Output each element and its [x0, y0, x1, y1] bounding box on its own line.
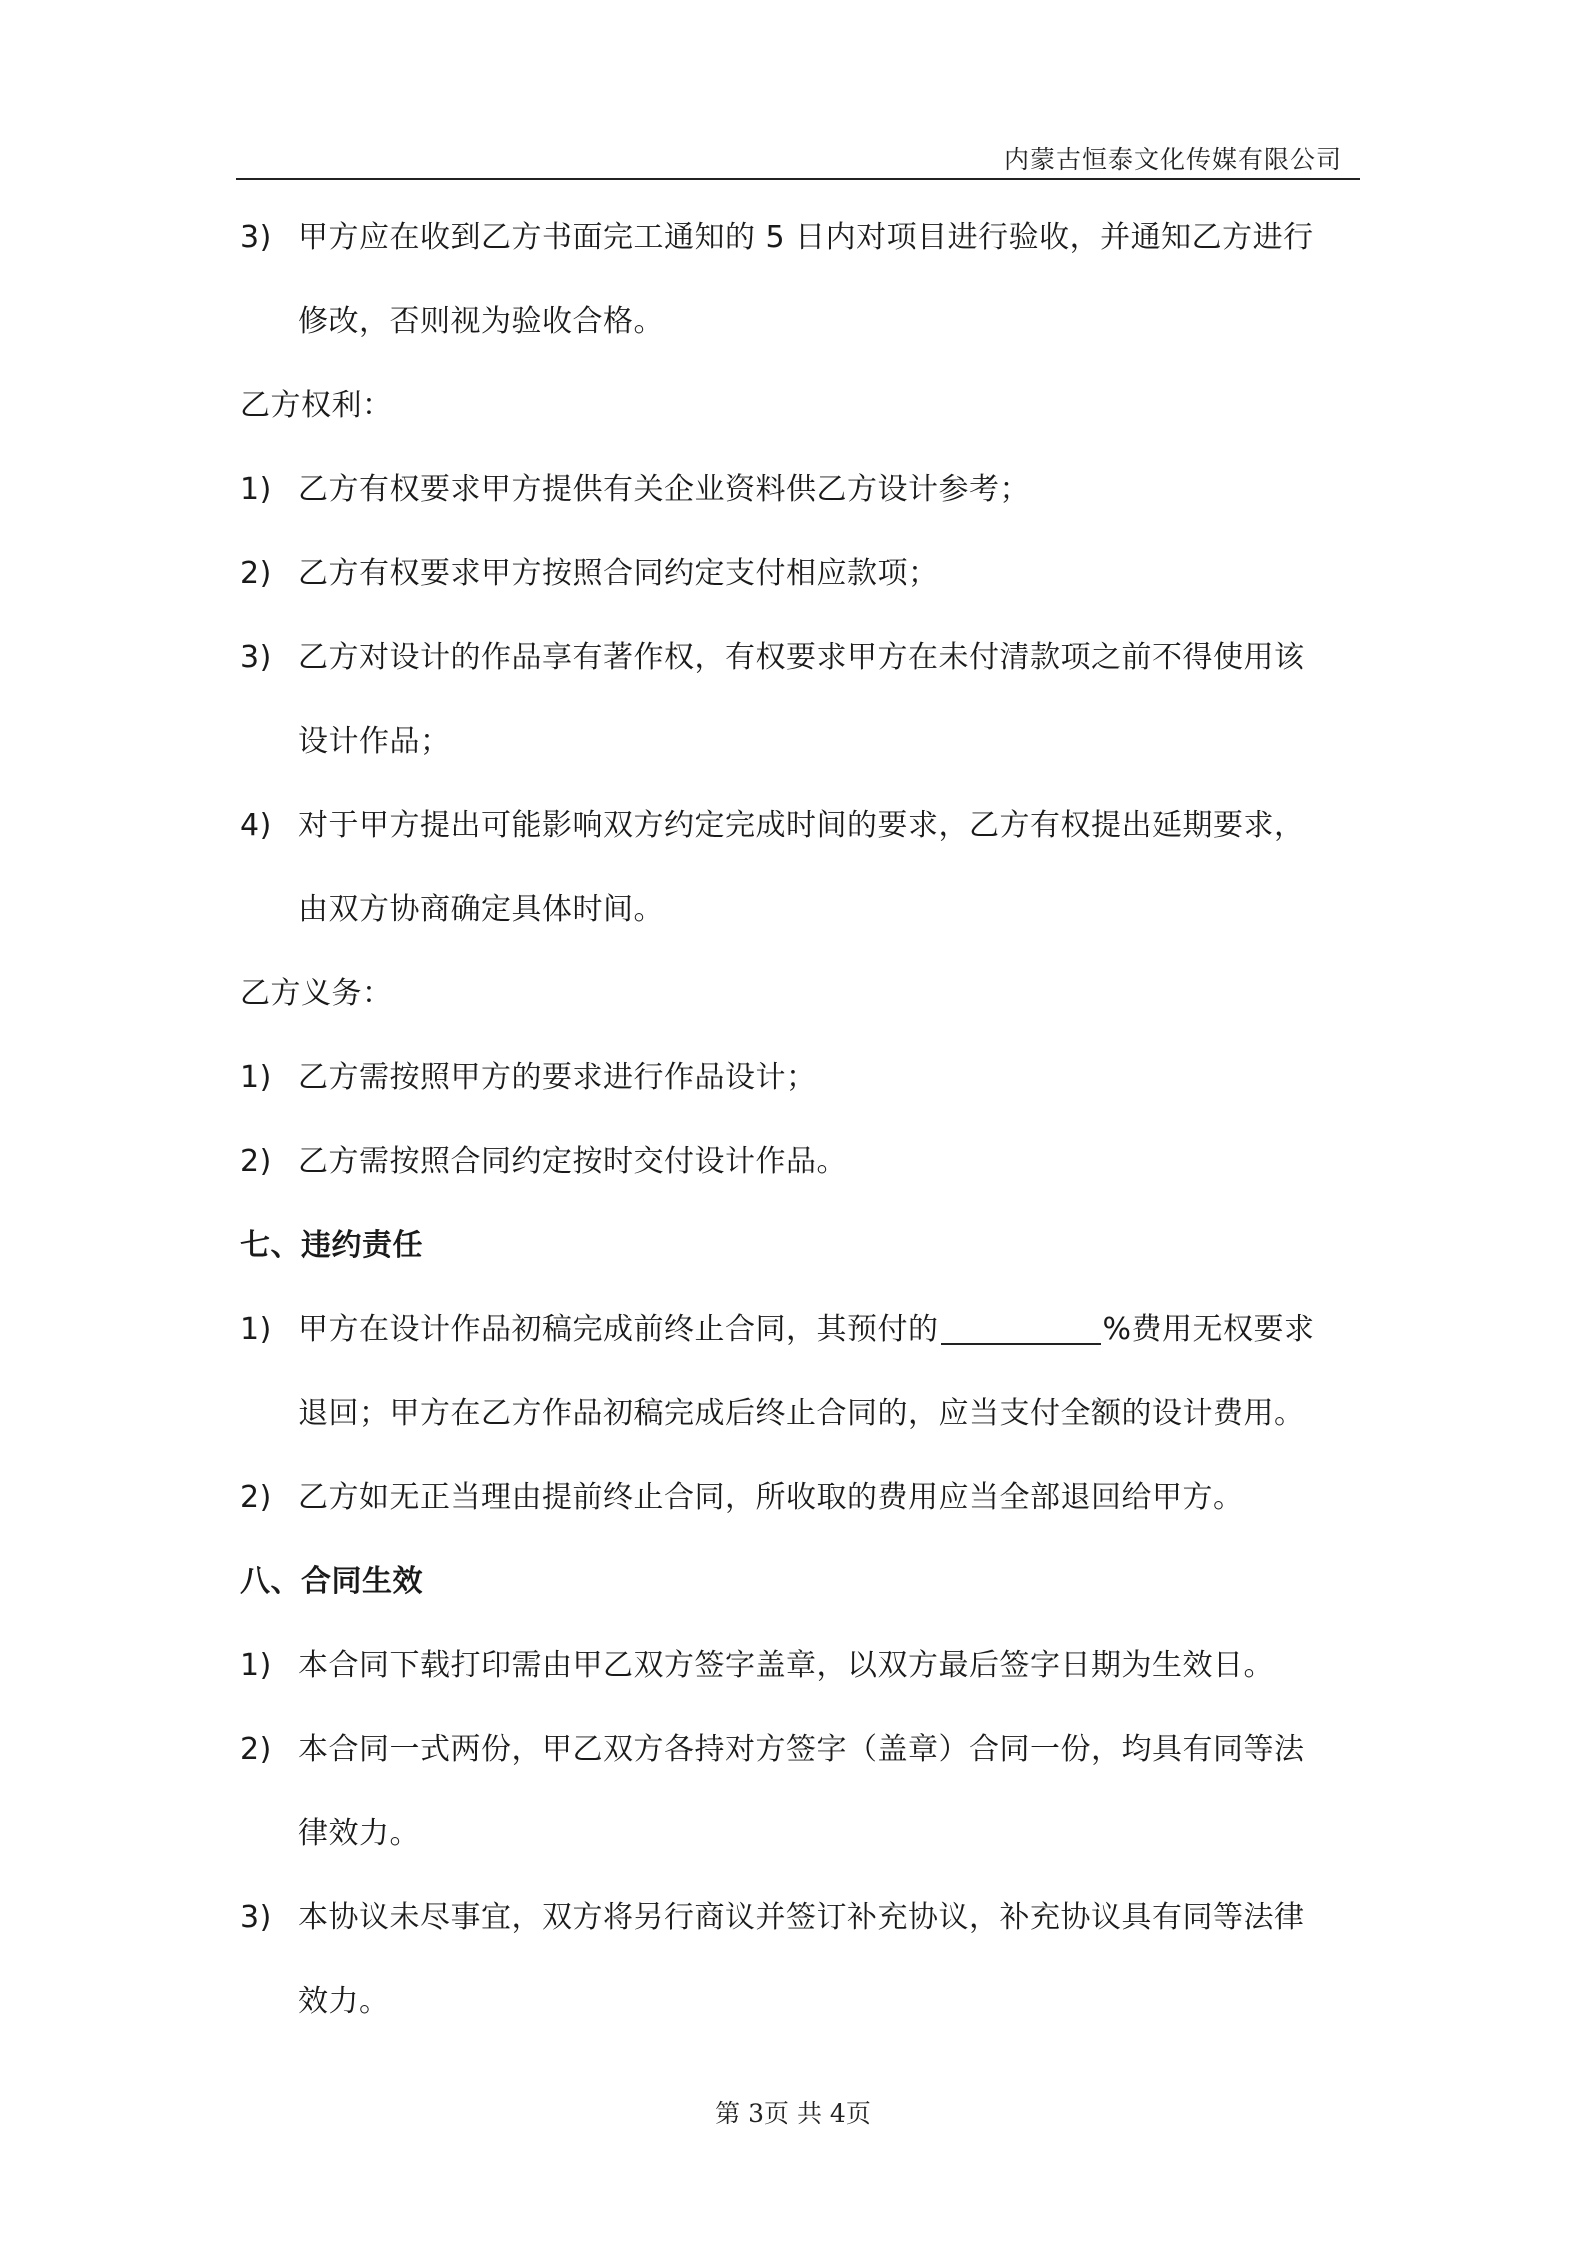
item-text: 效力。 [298, 1984, 390, 2019]
item-text: 本合同一式两份，甲乙双方各持对方签字（盖章）合同一份，均具有同等法 [298, 1732, 1305, 1767]
section-label [240, 364, 1360, 448]
section-heading [240, 1540, 1360, 1624]
item-number: 3) [240, 640, 272, 675]
item-text: 乙方需按照合同约定按时交付设计作品。 [298, 1144, 847, 1179]
item-text: 由双方协商确定具体时间。 [298, 892, 664, 927]
section-heading [240, 1204, 1360, 1288]
list-item-continuation [240, 1792, 1360, 1876]
list-item [240, 1708, 1360, 1792]
item-number: 3) [240, 1900, 272, 1935]
list-item [240, 448, 1360, 532]
page-header [236, 128, 1360, 180]
list-item-continuation [240, 700, 1360, 784]
list-item [240, 1288, 1360, 1372]
page-number-label: 第 3页 共 4页 [715, 2099, 871, 2128]
item-number: 3) [240, 220, 272, 255]
item-number: 2) [240, 1480, 272, 1515]
item-text: 设计作品； [298, 724, 451, 759]
list-item [240, 784, 1360, 868]
list-item [240, 1876, 1360, 1960]
item-text: 本协议未尽事宜，双方将另行商议并签订补充协议，补充协议具有同等法律 [298, 1900, 1305, 1935]
rights-title: 乙方权利： [240, 388, 393, 423]
item-text-part: %费用无权要求 [1102, 1312, 1315, 1347]
list-item-continuation [240, 868, 1360, 952]
fill-in-blank[interactable] [941, 1313, 1101, 1345]
item-text: 乙方对设计的作品享有著作权，有权要求甲方在未付清款项之前不得使用该 [298, 640, 1305, 675]
item-number: 1) [240, 1648, 272, 1683]
item-number: 1) [240, 1060, 272, 1095]
list-item [240, 616, 1360, 700]
list-item-continuation [240, 280, 1360, 364]
item-text: 本合同下载打印需由甲乙双方签字盖章，以双方最后签字日期为生效日。 [298, 1648, 1274, 1683]
item-text: 修改，否则视为验收合格。 [298, 304, 664, 339]
list-item [240, 532, 1360, 616]
section-8-title: 八、合同生效 [240, 1564, 423, 1599]
item-number: 2) [240, 556, 272, 591]
section-label [240, 952, 1360, 1036]
list-item [240, 1456, 1360, 1540]
section-7-title: 七、违约责任 [240, 1228, 423, 1263]
list-item [240, 1624, 1360, 1708]
item-number: 1) [240, 472, 272, 507]
item-text: 对于甲方提出可能影响双方约定完成时间的要求，乙方有权提出延期要求， [298, 808, 1305, 843]
list-item-continuation [240, 1372, 1360, 1456]
list-item [240, 196, 1360, 280]
item-text: 律效力。 [298, 1816, 420, 1851]
item-text: 退回；甲方在乙方作品初稿完成后终止合同的，应当支付全额的设计费用。 [298, 1396, 1305, 1431]
item-text-part: 甲方在设计作品初稿完成前终止合同，其预付的 [298, 1312, 939, 1347]
page-footer [0, 2094, 1586, 2130]
header-company-name: 内蒙古恒泰文化传媒有限公司 [1003, 145, 1342, 174]
item-text [298, 1288, 1315, 1372]
item-text: 甲方应在收到乙方书面完工通知的 5 日内对项目进行验收，并通知乙方进行 [298, 220, 1314, 255]
list-item [240, 1120, 1360, 1204]
document-body [240, 196, 1360, 2044]
item-number: 1) [240, 1312, 272, 1347]
list-item [240, 1036, 1360, 1120]
item-text: 乙方如无正当理由提前终止合同，所收取的费用应当全部退回给甲方。 [298, 1480, 1244, 1515]
item-text: 乙方有权要求甲方提供有关企业资料供乙方设计参考； [298, 472, 1030, 507]
item-number: 2) [240, 1144, 272, 1179]
list-item-continuation [240, 1960, 1360, 2044]
item-text: 乙方需按照甲方的要求进行作品设计； [298, 1060, 817, 1095]
item-text: 乙方有权要求甲方按照合同约定支付相应款项； [298, 556, 939, 591]
item-number: 2) [240, 1732, 272, 1767]
item-number: 4) [240, 808, 272, 843]
duties-title: 乙方义务： [240, 976, 393, 1011]
